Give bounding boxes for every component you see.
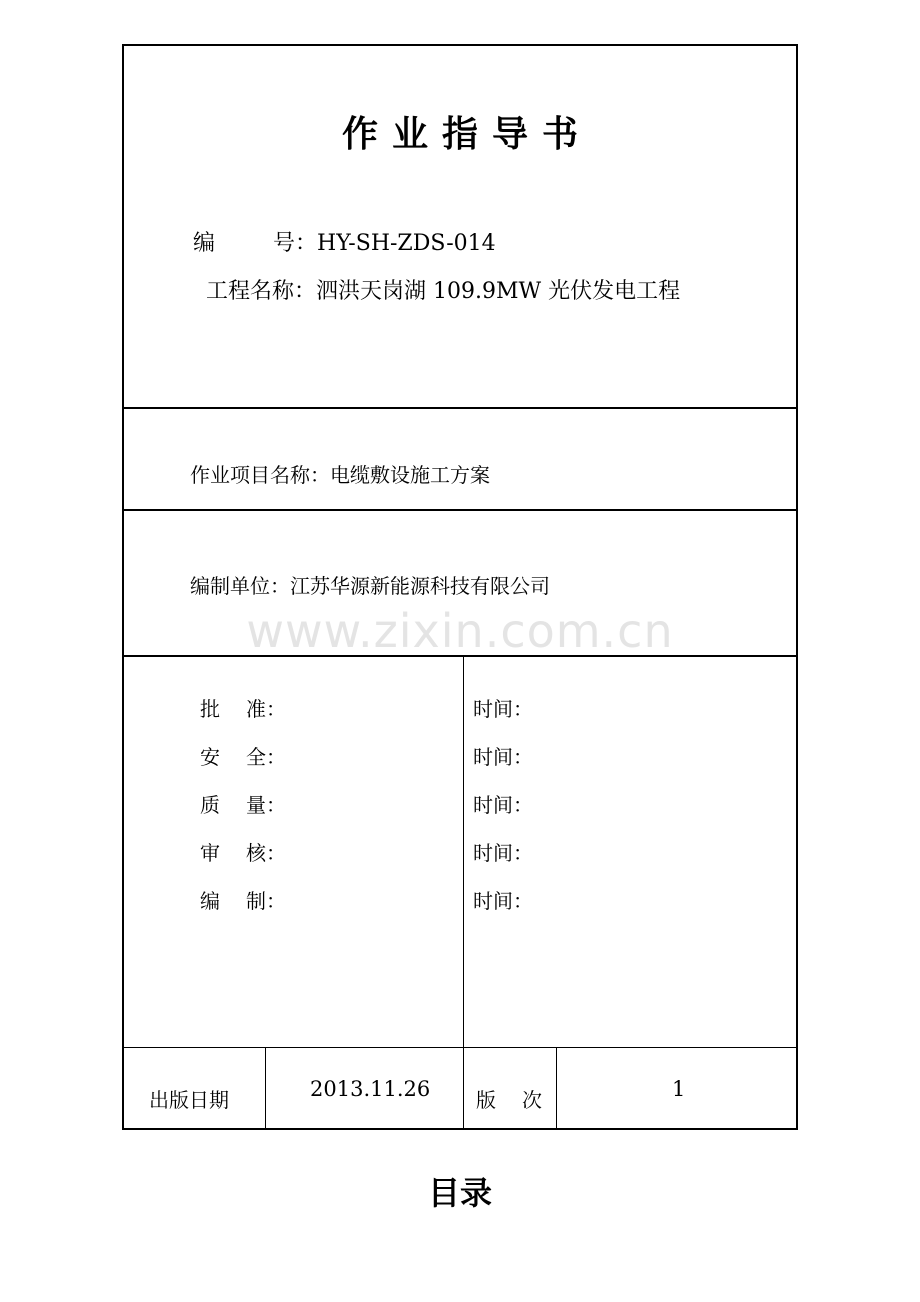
divider-footer-col-3 [556, 1047, 557, 1130]
version-label: 版 次 [476, 1088, 542, 1112]
project-label: 工程名称： [206, 279, 317, 304]
signature-label-review: 审 核： [200, 841, 286, 865]
signature-label-compile: 编 制： [200, 889, 286, 913]
divider-work-item [122, 509, 798, 511]
project-value: 泗洪天岗湖 109.9MW 光伏发电工程 [316, 279, 681, 304]
divider-signature-column [463, 656, 464, 1130]
signature-time-approve: 时间： [473, 697, 533, 721]
number-value: HY-SH-ZDS-014 [317, 231, 496, 256]
number-label-a: 编 [193, 231, 216, 256]
signature-time-quality: 时间： [473, 793, 533, 817]
signature-time-compile: 时间： [473, 889, 533, 913]
version-value: 1 [672, 1077, 686, 1101]
signature-time-review: 时间： [473, 841, 533, 865]
compiling-unit [190, 570, 550, 599]
unit-label: 编制单位： [190, 574, 290, 598]
publish-date-value: 2013.11.26 [310, 1077, 431, 1101]
divider-header [122, 407, 798, 409]
divider-footer-col-1 [265, 1047, 266, 1130]
signature-time-safety: 时间： [473, 745, 533, 769]
unit-value: 江苏华源新能源科技有限公司 [290, 574, 550, 598]
publish-date-label: 出版日期 [149, 1088, 229, 1112]
number-label-b: 号： [273, 231, 318, 256]
signature-label-safety: 安 全： [200, 745, 286, 769]
document-title: 作业指导书 [341, 114, 592, 155]
document-number [193, 226, 496, 257]
signature-label-approve: 批 准： [200, 697, 286, 721]
work-item-label: 作业项目名称： [190, 463, 330, 487]
watermark: www.zixin.com.cn [246, 604, 674, 658]
work-item-value: 电缆敷设施工方案 [330, 463, 490, 487]
signature-label-quality: 质 量： [200, 793, 286, 817]
toc-title: 目录 [427, 1174, 492, 1212]
divider-footer [122, 1047, 798, 1048]
work-item [190, 459, 490, 488]
project-name [206, 274, 680, 305]
